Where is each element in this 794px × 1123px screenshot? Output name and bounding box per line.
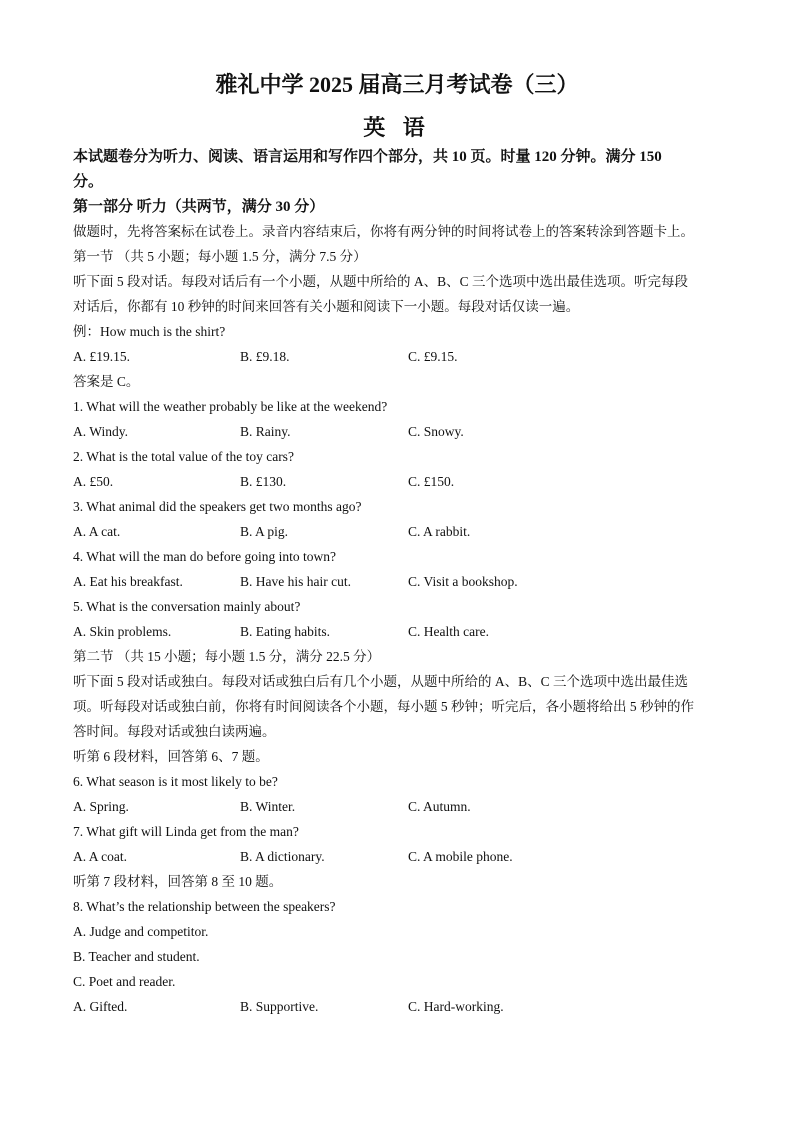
example-question: 例：How much is the shirt? <box>73 324 226 339</box>
section2-instructions-2: 项。听每段对话或独白前，你将有时间阅读各个小题，每小题 5 秒钟；听完后，各小题将给出 5 秒钟的作 <box>73 699 694 714</box>
question-2: 2. What is the total value of the toy cars? <box>73 449 294 464</box>
question-6-options <box>73 798 733 816</box>
question-7-options <box>73 848 733 866</box>
option-a: A. £50. <box>73 474 114 489</box>
material-6-intro: 听第 6 段材料，回答第 6、7 题。 <box>73 749 269 764</box>
section1-instructions-2: 对话后，你都有 10 秒钟的时间来回答有关小题和阅读下一小题。每段对话仅读一遍。 <box>73 299 580 314</box>
section2-heading: 第二节 （共 15 小题；每小题 1.5 分，满分 22.5 分） <box>73 649 381 664</box>
section2-instructions-3: 答时间。每段对话或独白读两遍。 <box>73 724 276 739</box>
question-3: 3. What animal did the speakers get two months ago? <box>73 499 362 514</box>
option-c: C. Snowy. <box>408 424 464 439</box>
question-1: 1. What will the weather probably be like at the weekend? <box>73 399 388 414</box>
option-c: C. A rabbit. <box>408 524 471 539</box>
option-a: A. Windy. <box>73 424 128 439</box>
question-2-options <box>73 473 733 491</box>
exam-title: 雅礼中学 2025 届高三月考试卷（三） <box>215 72 579 97</box>
option-a: A. £19.15. <box>73 349 130 364</box>
option-b: B. Supportive. <box>240 999 319 1014</box>
option-b: B. £130. <box>240 474 287 489</box>
material-7-intro: 听第 7 段材料，回答第 8 至 10 题。 <box>73 874 283 889</box>
option-a: A. A cat. <box>73 524 121 539</box>
option-b: B. A dictionary. <box>240 849 325 864</box>
option-b: B. £9.18. <box>240 349 290 364</box>
question-8: 8. What’s the relationship between the speakers? <box>73 899 336 914</box>
option-c: C. A mobile phone. <box>408 849 513 864</box>
option-c: C. Visit a bookshop. <box>408 574 518 589</box>
option-c: C. Autumn. <box>408 799 471 814</box>
question-8-option-a: A. Judge and competitor. <box>73 924 209 939</box>
section1-heading: 第一节 （共 5 小题；每小题 1.5 分，满分 7.5 分） <box>73 249 367 264</box>
subject-title: 英 语 <box>363 115 431 140</box>
option-c: C. Hard-working. <box>408 999 504 1014</box>
option-a: A. Eat his breakfast. <box>73 574 183 589</box>
option-b: B. Have his hair cut. <box>240 574 351 589</box>
option-c: C. £150. <box>408 474 455 489</box>
option-a: A. Skin problems. <box>73 624 172 639</box>
question-8-option-b: B. Teacher and student. <box>73 949 200 964</box>
question-5-options <box>73 623 733 641</box>
option-a: A. A coat. <box>73 849 127 864</box>
section1-instructions-1: 听下面 5 段对话。每段对话后有一个小题，从题中所给的 A、B、C 三个选项中选出最佳选项。听完每段 <box>73 274 689 289</box>
option-c: C. £9.15. <box>408 349 458 364</box>
question-6: 6. What season is it most likely to be? <box>73 774 278 789</box>
section2-instructions-1: 听下面 5 段对话或独白。每段对话或独白后有几个小题，从题中所给的 A、B、C 三个选项中选出最佳选 <box>73 674 689 689</box>
part1-heading: 第一部分 听力（共两节，满分 30 分） <box>73 199 325 215</box>
question-4: 4. What will the man do before going into town? <box>73 549 336 564</box>
question-1-options <box>73 423 733 441</box>
question-8-option-c: C. Poet and reader. <box>73 974 176 989</box>
option-a: A. Spring. <box>73 799 129 814</box>
intro-line-2: 分。 <box>73 174 104 190</box>
option-b: B. Winter. <box>240 799 296 814</box>
option-b: B. Eating habits. <box>240 624 330 639</box>
question-5: 5. What is the conversation mainly about? <box>73 599 301 614</box>
option-b: B. Rainy. <box>240 424 291 439</box>
option-a: A. Gifted. <box>73 999 128 1014</box>
example-answer: 答案是 C。 <box>73 374 140 389</box>
question-9-options <box>73 998 733 1016</box>
part1-instructions: 做题时，先将答案标在试卷上。录音内容结束后，你将有两分钟的时间将试卷上的答案转涂到答题卡上。 <box>73 224 694 239</box>
question-4-options <box>73 573 733 591</box>
question-7: 7. What gift will Linda get from the man? <box>73 824 299 839</box>
question-3-options <box>73 523 733 541</box>
intro-line-1: 本试题卷分为听力、阅读、语言运用和写作四个部分，共 10 页。时量 120 分钟。满分 150 <box>73 149 662 165</box>
option-b: B. A pig. <box>240 524 289 539</box>
option-c: C. Health care. <box>408 624 489 639</box>
example-options <box>73 348 733 366</box>
